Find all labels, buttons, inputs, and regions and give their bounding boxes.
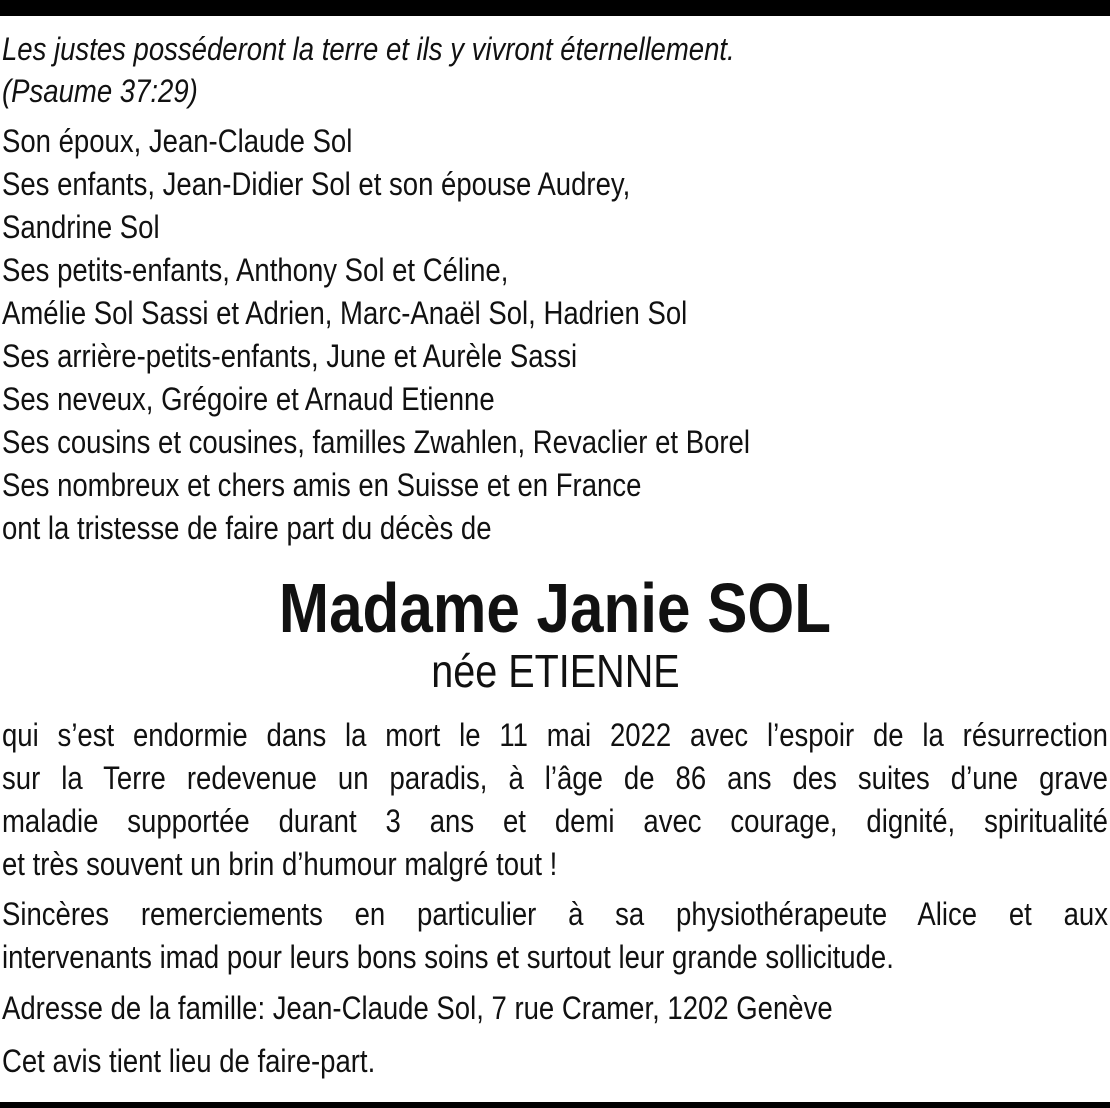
top-border-rule [0, 0, 1110, 16]
family-list [2, 120, 1108, 550]
family-line-grandchildren: Ses petits-enfants, Anthony Sol et Céline, [2, 252, 509, 288]
death-paragraph [2, 714, 1108, 886]
closing-note-text: Cet avis tient lieu de faire-part. [2, 1043, 376, 1079]
death-paragraph-line: et très souvent un brin d’humour malgré tout ! [2, 846, 558, 882]
family-line-children: Ses enfants, Jean-Didier Sol et son épouse Audrey, [2, 166, 631, 202]
bottom-border-rule [0, 1102, 1110, 1108]
family-address [2, 987, 1108, 1030]
family-line-spouse: Son époux, Jean-Claude Sol [2, 123, 353, 159]
obituary-notice [2, 28, 1108, 1083]
deceased-name: Madame Janie SOL [278, 569, 832, 647]
death-paragraph-line: sur la Terre redevenue un paradis, à l’âge de 86 ans des suites d’une grave [2, 760, 1108, 796]
thanks-paragraph-line: Sincères remerciements en particulier à sa physiothérapeute Alice et aux [2, 896, 1108, 932]
bible-verse [2, 28, 1108, 112]
thanks-paragraph-line: intervenants imad pour leurs bons soins et surtout leur grande sollicitude. [2, 939, 894, 975]
announcement-intro: ont la tristesse de faire part du décès de [2, 510, 492, 546]
family-line-friends: Ses nombreux et chers amis en Suisse et en France [2, 467, 642, 503]
verse-quote: Les justes posséderont la terre et ils y vivront éternellement. [2, 31, 735, 67]
family-line-children-cont: Sandrine Sol [2, 209, 160, 245]
family-address-text: Adresse de la famille: Jean-Claude Sol, 7 rue Cramer, 1202 Genève [2, 990, 833, 1026]
maiden-name: née ETIENNE [430, 645, 680, 697]
family-line-cousins: Ses cousins et cousines, familles Zwahlen, Revaclier et Borel [2, 424, 750, 460]
deceased-name-block [2, 570, 1108, 696]
family-line-nephews: Ses neveux, Grégoire et Arnaud Etienne [2, 381, 495, 417]
family-line-great-grandchildren: Ses arrière-petits-enfants, June et Aurèle Sassi [2, 338, 578, 374]
death-paragraph-line: qui s’est endormie dans la mort le 11 mai 2022 avec l’espoir de la résurrection [2, 717, 1108, 753]
thanks-paragraph [2, 893, 1108, 979]
death-paragraph-line: maladie supportée durant 3 ans et demi avec courage, dignité, spiritualité [2, 803, 1108, 839]
closing-note [2, 1040, 1108, 1083]
family-line-grandchildren-cont: Amélie Sol Sassi et Adrien, Marc-Anaël Sol, Hadrien Sol [2, 295, 688, 331]
verse-reference: (Psaume 37:29) [2, 73, 198, 109]
